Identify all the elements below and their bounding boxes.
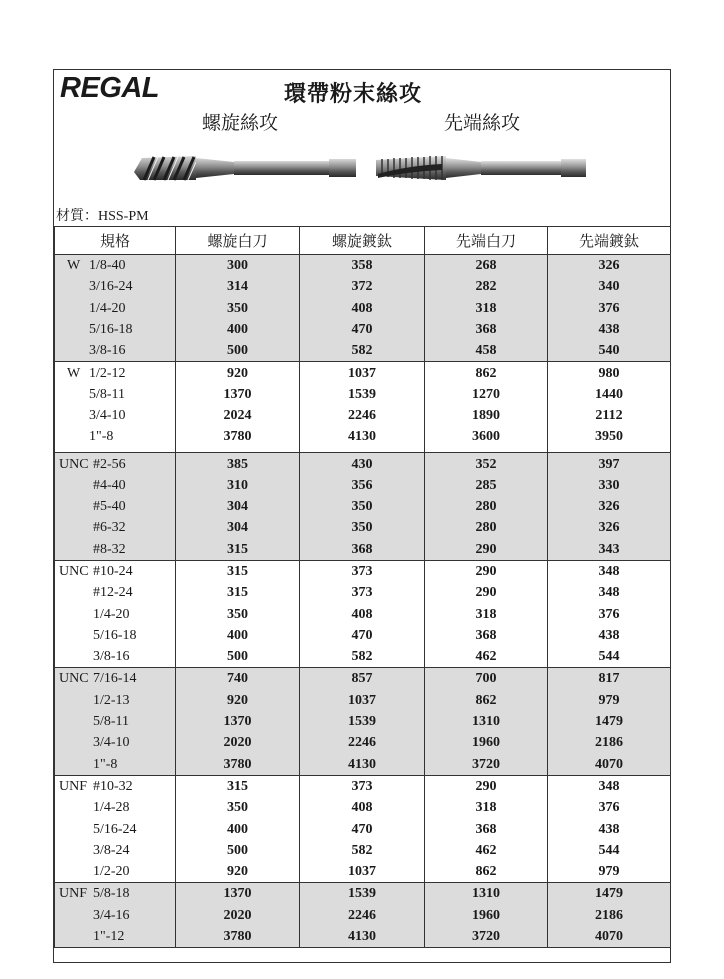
- table-row: [55, 384, 671, 405]
- spiral-coated-price: 1037: [300, 861, 425, 883]
- spiral-plain-price: 500: [176, 646, 300, 668]
- spiral-plain-price: 1370: [176, 711, 300, 732]
- table-row: [55, 926, 671, 948]
- point-plain-price: 285: [425, 475, 548, 496]
- table-row: [55, 818, 671, 839]
- spiral-plain-price: 3780: [176, 926, 300, 948]
- spec-cell: [55, 362, 176, 384]
- point-plain-price: 1960: [425, 732, 548, 753]
- spec-cell: [55, 276, 176, 297]
- spiral-coated-price: 470: [300, 625, 425, 646]
- table-row: [55, 475, 671, 496]
- spiral-plain-price: 2020: [176, 732, 300, 753]
- point-plain-price: 1310: [425, 711, 548, 732]
- point-coated-price: 544: [548, 840, 671, 861]
- table-row: [55, 646, 671, 668]
- brand-logo: REGAL: [60, 72, 159, 104]
- thread-size-label: 3/16-24: [89, 279, 133, 295]
- point-coated-price: 326: [548, 255, 671, 277]
- spiral-coated-price: 358: [300, 255, 425, 277]
- spec-cell: [55, 775, 176, 797]
- spiral-coated-price: 4130: [300, 926, 425, 948]
- spiral-coated-price: 373: [300, 775, 425, 797]
- point-coated-price: 4070: [548, 754, 671, 776]
- point-coated-price: 376: [548, 797, 671, 818]
- table-row: [55, 754, 671, 776]
- point-plain-price: 862: [425, 362, 548, 384]
- spiral-coated-price: 356: [300, 475, 425, 496]
- thread-size-label: 1/4-20: [89, 300, 126, 316]
- spiral-coated-price: 857: [300, 668, 425, 690]
- spiral-plain-price: 304: [176, 496, 300, 517]
- point-coated-price: 438: [548, 319, 671, 340]
- table-header-row: [55, 227, 671, 255]
- spiral-plain-price: 400: [176, 818, 300, 839]
- thread-size-label: 1"-12: [93, 929, 125, 945]
- spec-cell: [55, 732, 176, 753]
- thread-standard-label: W: [67, 365, 81, 381]
- spiral-plain-price: 500: [176, 340, 300, 362]
- table-row: [55, 298, 671, 319]
- thread-standard-label: UNF: [59, 886, 88, 902]
- spiral-coated-price: 408: [300, 298, 425, 319]
- point-plain-price: 290: [425, 775, 548, 797]
- thread-size-label: 5/8-18: [93, 886, 130, 902]
- spiral-tap-subtitle: 螺旋絲攻: [202, 113, 279, 134]
- thread-size-label: #5-40: [93, 499, 126, 515]
- table-row: [55, 711, 671, 732]
- column-header-spiral-coated: 螺旋鍍鈦: [300, 227, 425, 255]
- spec-cell: [55, 405, 176, 426]
- table-row: [55, 775, 671, 797]
- thread-size-label: 5/8-11: [89, 386, 126, 402]
- spec-cell: [55, 426, 176, 453]
- spec-cell: [55, 539, 176, 561]
- spiral-plain-price: 304: [176, 517, 300, 538]
- thread-size-label: 5/16-24: [93, 821, 137, 837]
- spiral-coated-price: 350: [300, 517, 425, 538]
- spiral-plain-price: 740: [176, 668, 300, 690]
- thread-size-label: #6-32: [93, 520, 126, 536]
- spiral-plain-price: 315: [176, 775, 300, 797]
- point-coated-price: 3950: [548, 426, 671, 453]
- spec-cell: [55, 646, 176, 668]
- point-coated-price: 438: [548, 818, 671, 839]
- thread-size-label: 5/8-11: [93, 714, 130, 730]
- spec-cell: [55, 255, 176, 277]
- thread-size-label: 3/8-24: [93, 842, 130, 858]
- point-coated-price: 4070: [548, 926, 671, 948]
- point-coated-price: 1479: [548, 883, 671, 905]
- material-label: 材質：HSS-PM: [56, 209, 149, 224]
- thread-size-label: #12-24: [93, 585, 133, 601]
- table-row: [55, 255, 671, 277]
- thread-standard-label: UNF: [59, 778, 88, 794]
- table-row: [55, 426, 671, 453]
- spec-cell: [55, 298, 176, 319]
- spec-cell: [55, 818, 176, 839]
- thread-size-label: 1/2-12: [89, 365, 126, 381]
- spiral-coated-price: 1037: [300, 362, 425, 384]
- thread-size-label: 3/4-10: [89, 408, 126, 424]
- table-row: [55, 539, 671, 561]
- point-coated-price: 980: [548, 362, 671, 384]
- spiral-plain-price: 314: [176, 276, 300, 297]
- spiral-plain-price: 350: [176, 603, 300, 624]
- spiral-tap-image: [134, 150, 359, 184]
- thread-size-label: 1"-8: [89, 429, 114, 445]
- point-plain-price: 280: [425, 517, 548, 538]
- point-coated-price: 326: [548, 496, 671, 517]
- table-row: [55, 496, 671, 517]
- table-row: [55, 340, 671, 362]
- column-header-point-plain: 先端白刀: [425, 227, 548, 255]
- thread-standard-label: W: [67, 258, 81, 274]
- point-plain-price: 318: [425, 298, 548, 319]
- point-plain-price: 3720: [425, 926, 548, 948]
- point-coated-price: 326: [548, 517, 671, 538]
- table-row: [55, 861, 671, 883]
- point-plain-price: 862: [425, 690, 548, 711]
- table-row: [55, 362, 671, 384]
- table-row: [55, 319, 671, 340]
- point-coated-price: 438: [548, 625, 671, 646]
- table-row: [55, 668, 671, 690]
- spiral-coated-price: 2246: [300, 905, 425, 926]
- spec-cell: [55, 690, 176, 711]
- point-plain-price: 862: [425, 861, 548, 883]
- spiral-plain-price: 1370: [176, 883, 300, 905]
- point-tap-image: [376, 150, 588, 184]
- thread-size-label: #10-24: [93, 564, 133, 579]
- spiral-coated-price: 372: [300, 276, 425, 297]
- table-row: [55, 690, 671, 711]
- spec-cell: [55, 603, 176, 624]
- spiral-plain-price: 350: [176, 797, 300, 818]
- point-plain-price: 700: [425, 668, 548, 690]
- point-plain-price: 318: [425, 603, 548, 624]
- spiral-plain-price: 3780: [176, 754, 300, 776]
- spiral-coated-price: 1539: [300, 384, 425, 405]
- table-row: [55, 625, 671, 646]
- point-coated-price: 2112: [548, 405, 671, 426]
- spiral-plain-price: 1370: [176, 384, 300, 405]
- page-title: 環帶粉末絲攻: [284, 81, 423, 106]
- thread-size-label: 1/4-20: [93, 606, 130, 622]
- spec-cell: [55, 496, 176, 517]
- price-sheet: [53, 69, 671, 963]
- point-coated-price: 2186: [548, 905, 671, 926]
- point-coated-price: 340: [548, 276, 671, 297]
- table-row: [55, 732, 671, 753]
- spiral-plain-price: 920: [176, 861, 300, 883]
- thread-standard-label: UNC: [59, 671, 89, 687]
- spiral-coated-price: 2246: [300, 732, 425, 753]
- point-plain-price: 318: [425, 797, 548, 818]
- point-coated-price: 376: [548, 603, 671, 624]
- point-plain-price: 458: [425, 340, 548, 362]
- point-plain-price: 1890: [425, 405, 548, 426]
- table-row: [55, 405, 671, 426]
- spiral-plain-price: 315: [176, 582, 300, 603]
- spiral-plain-price: 315: [176, 560, 300, 582]
- spiral-coated-price: 373: [300, 582, 425, 603]
- table-row: [55, 582, 671, 603]
- thread-size-label: 3/4-16: [93, 907, 130, 923]
- thread-size-label: 1/8-40: [89, 258, 126, 274]
- point-plain-price: 1310: [425, 883, 548, 905]
- table-row: [55, 276, 671, 297]
- point-coated-price: 540: [548, 340, 671, 362]
- point-coated-price: 397: [548, 453, 671, 475]
- spec-cell: [55, 861, 176, 883]
- spiral-plain-price: 920: [176, 362, 300, 384]
- point-plain-price: 462: [425, 646, 548, 668]
- point-coated-price: 979: [548, 690, 671, 711]
- point-plain-price: 282: [425, 276, 548, 297]
- table-row: [55, 883, 671, 905]
- point-coated-price: 979: [548, 861, 671, 883]
- thread-size-label: 1/2-13: [93, 692, 130, 708]
- point-plain-price: 368: [425, 319, 548, 340]
- thread-size-label: 1/2-20: [93, 864, 130, 880]
- point-plain-price: 368: [425, 818, 548, 839]
- thread-size-label: 7/16-14: [93, 671, 137, 687]
- thread-size-label: #2-56: [93, 456, 126, 472]
- spec-cell: [55, 711, 176, 732]
- column-header-spiral-plain: 螺旋白刀: [176, 227, 300, 255]
- spec-cell: [55, 840, 176, 861]
- spiral-coated-price: 1539: [300, 711, 425, 732]
- point-plain-price: 462: [425, 840, 548, 861]
- spiral-coated-price: 582: [300, 646, 425, 668]
- table-row: [55, 840, 671, 861]
- spec-cell: [55, 560, 176, 582]
- spiral-coated-price: 368: [300, 539, 425, 561]
- point-coated-price: 2186: [548, 732, 671, 753]
- point-plain-price: 280: [425, 496, 548, 517]
- point-coated-price: 343: [548, 539, 671, 561]
- thread-size-label: 5/16-18: [89, 322, 133, 338]
- spec-cell: [55, 582, 176, 603]
- spec-cell: [55, 384, 176, 405]
- spiral-coated-price: 430: [300, 453, 425, 475]
- thread-size-label: #8-32: [93, 541, 126, 557]
- spiral-coated-price: 373: [300, 560, 425, 582]
- spiral-coated-price: 582: [300, 340, 425, 362]
- point-plain-price: 290: [425, 582, 548, 603]
- spiral-coated-price: 4130: [300, 426, 425, 453]
- point-coated-price: 1440: [548, 384, 671, 405]
- table-row: [55, 517, 671, 538]
- spiral-coated-price: 470: [300, 818, 425, 839]
- spiral-coated-price: 1539: [300, 883, 425, 905]
- point-coated-price: 330: [548, 475, 671, 496]
- point-plain-price: 268: [425, 255, 548, 277]
- point-coated-price: 544: [548, 646, 671, 668]
- column-header-point-coated: 先端鍍鈦: [548, 227, 671, 255]
- spiral-plain-price: 2024: [176, 405, 300, 426]
- point-plain-price: 3720: [425, 754, 548, 776]
- spiral-plain-price: 400: [176, 319, 300, 340]
- thread-standard-label: UNC: [59, 456, 89, 472]
- column-header-spec: 規格: [55, 227, 176, 255]
- point-plain-price: 1270: [425, 384, 548, 405]
- thread-size-label: 5/16-18: [93, 627, 137, 643]
- table-row: [55, 560, 671, 582]
- spec-cell: [55, 797, 176, 818]
- spiral-plain-price: 3780: [176, 426, 300, 453]
- table-row: [55, 797, 671, 818]
- price-table: [54, 226, 671, 948]
- thread-size-label: #4-40: [93, 477, 126, 493]
- thread-size-label: 1/4-28: [93, 800, 130, 816]
- spec-cell: [55, 883, 176, 905]
- thread-size-label: 1"-8: [93, 756, 118, 772]
- point-plain-price: 290: [425, 560, 548, 582]
- point-plain-price: 3600: [425, 426, 548, 453]
- point-plain-price: 290: [425, 539, 548, 561]
- point-plain-price: 352: [425, 453, 548, 475]
- point-coated-price: 376: [548, 298, 671, 319]
- spec-cell: [55, 475, 176, 496]
- spiral-plain-price: 920: [176, 690, 300, 711]
- spec-cell: [55, 668, 176, 690]
- point-coated-price: 348: [548, 560, 671, 582]
- spiral-plain-price: 500: [176, 840, 300, 861]
- price-table-body: [55, 255, 671, 948]
- point-coated-price: 348: [548, 775, 671, 797]
- spiral-plain-price: 350: [176, 298, 300, 319]
- point-coated-price: 348: [548, 582, 671, 603]
- spiral-plain-price: 300: [176, 255, 300, 277]
- spiral-coated-price: 582: [300, 840, 425, 861]
- spiral-coated-price: 1037: [300, 690, 425, 711]
- spec-cell: [55, 453, 176, 475]
- spiral-plain-price: 400: [176, 625, 300, 646]
- spiral-coated-price: 2246: [300, 405, 425, 426]
- spec-cell: [55, 625, 176, 646]
- spiral-plain-price: 385: [176, 453, 300, 475]
- table-row: [55, 603, 671, 624]
- table-row: [55, 453, 671, 475]
- thread-size-label: 3/8-16: [93, 649, 130, 665]
- spec-cell: [55, 905, 176, 926]
- table-row: [55, 905, 671, 926]
- point-tap-subtitle: 先端絲攻: [444, 113, 521, 134]
- thread-standard-label: UNC: [59, 564, 89, 579]
- spiral-plain-price: 315: [176, 539, 300, 561]
- spiral-plain-price: 2020: [176, 905, 300, 926]
- spec-cell: [55, 340, 176, 362]
- point-plain-price: 368: [425, 625, 548, 646]
- spiral-coated-price: 4130: [300, 754, 425, 776]
- spiral-coated-price: 408: [300, 797, 425, 818]
- point-coated-price: 817: [548, 668, 671, 690]
- point-coated-price: 1479: [548, 711, 671, 732]
- thread-size-label: 3/4-10: [93, 735, 130, 751]
- thread-size-label: 3/8-16: [89, 343, 126, 359]
- spec-cell: [55, 754, 176, 776]
- spec-cell: [55, 517, 176, 538]
- point-plain-price: 1960: [425, 905, 548, 926]
- spec-cell: [55, 319, 176, 340]
- spiral-plain-price: 310: [176, 475, 300, 496]
- spiral-coated-price: 350: [300, 496, 425, 517]
- spiral-coated-price: 470: [300, 319, 425, 340]
- spiral-coated-price: 408: [300, 603, 425, 624]
- spec-cell: [55, 926, 176, 948]
- thread-size-label: #10-32: [93, 778, 133, 794]
